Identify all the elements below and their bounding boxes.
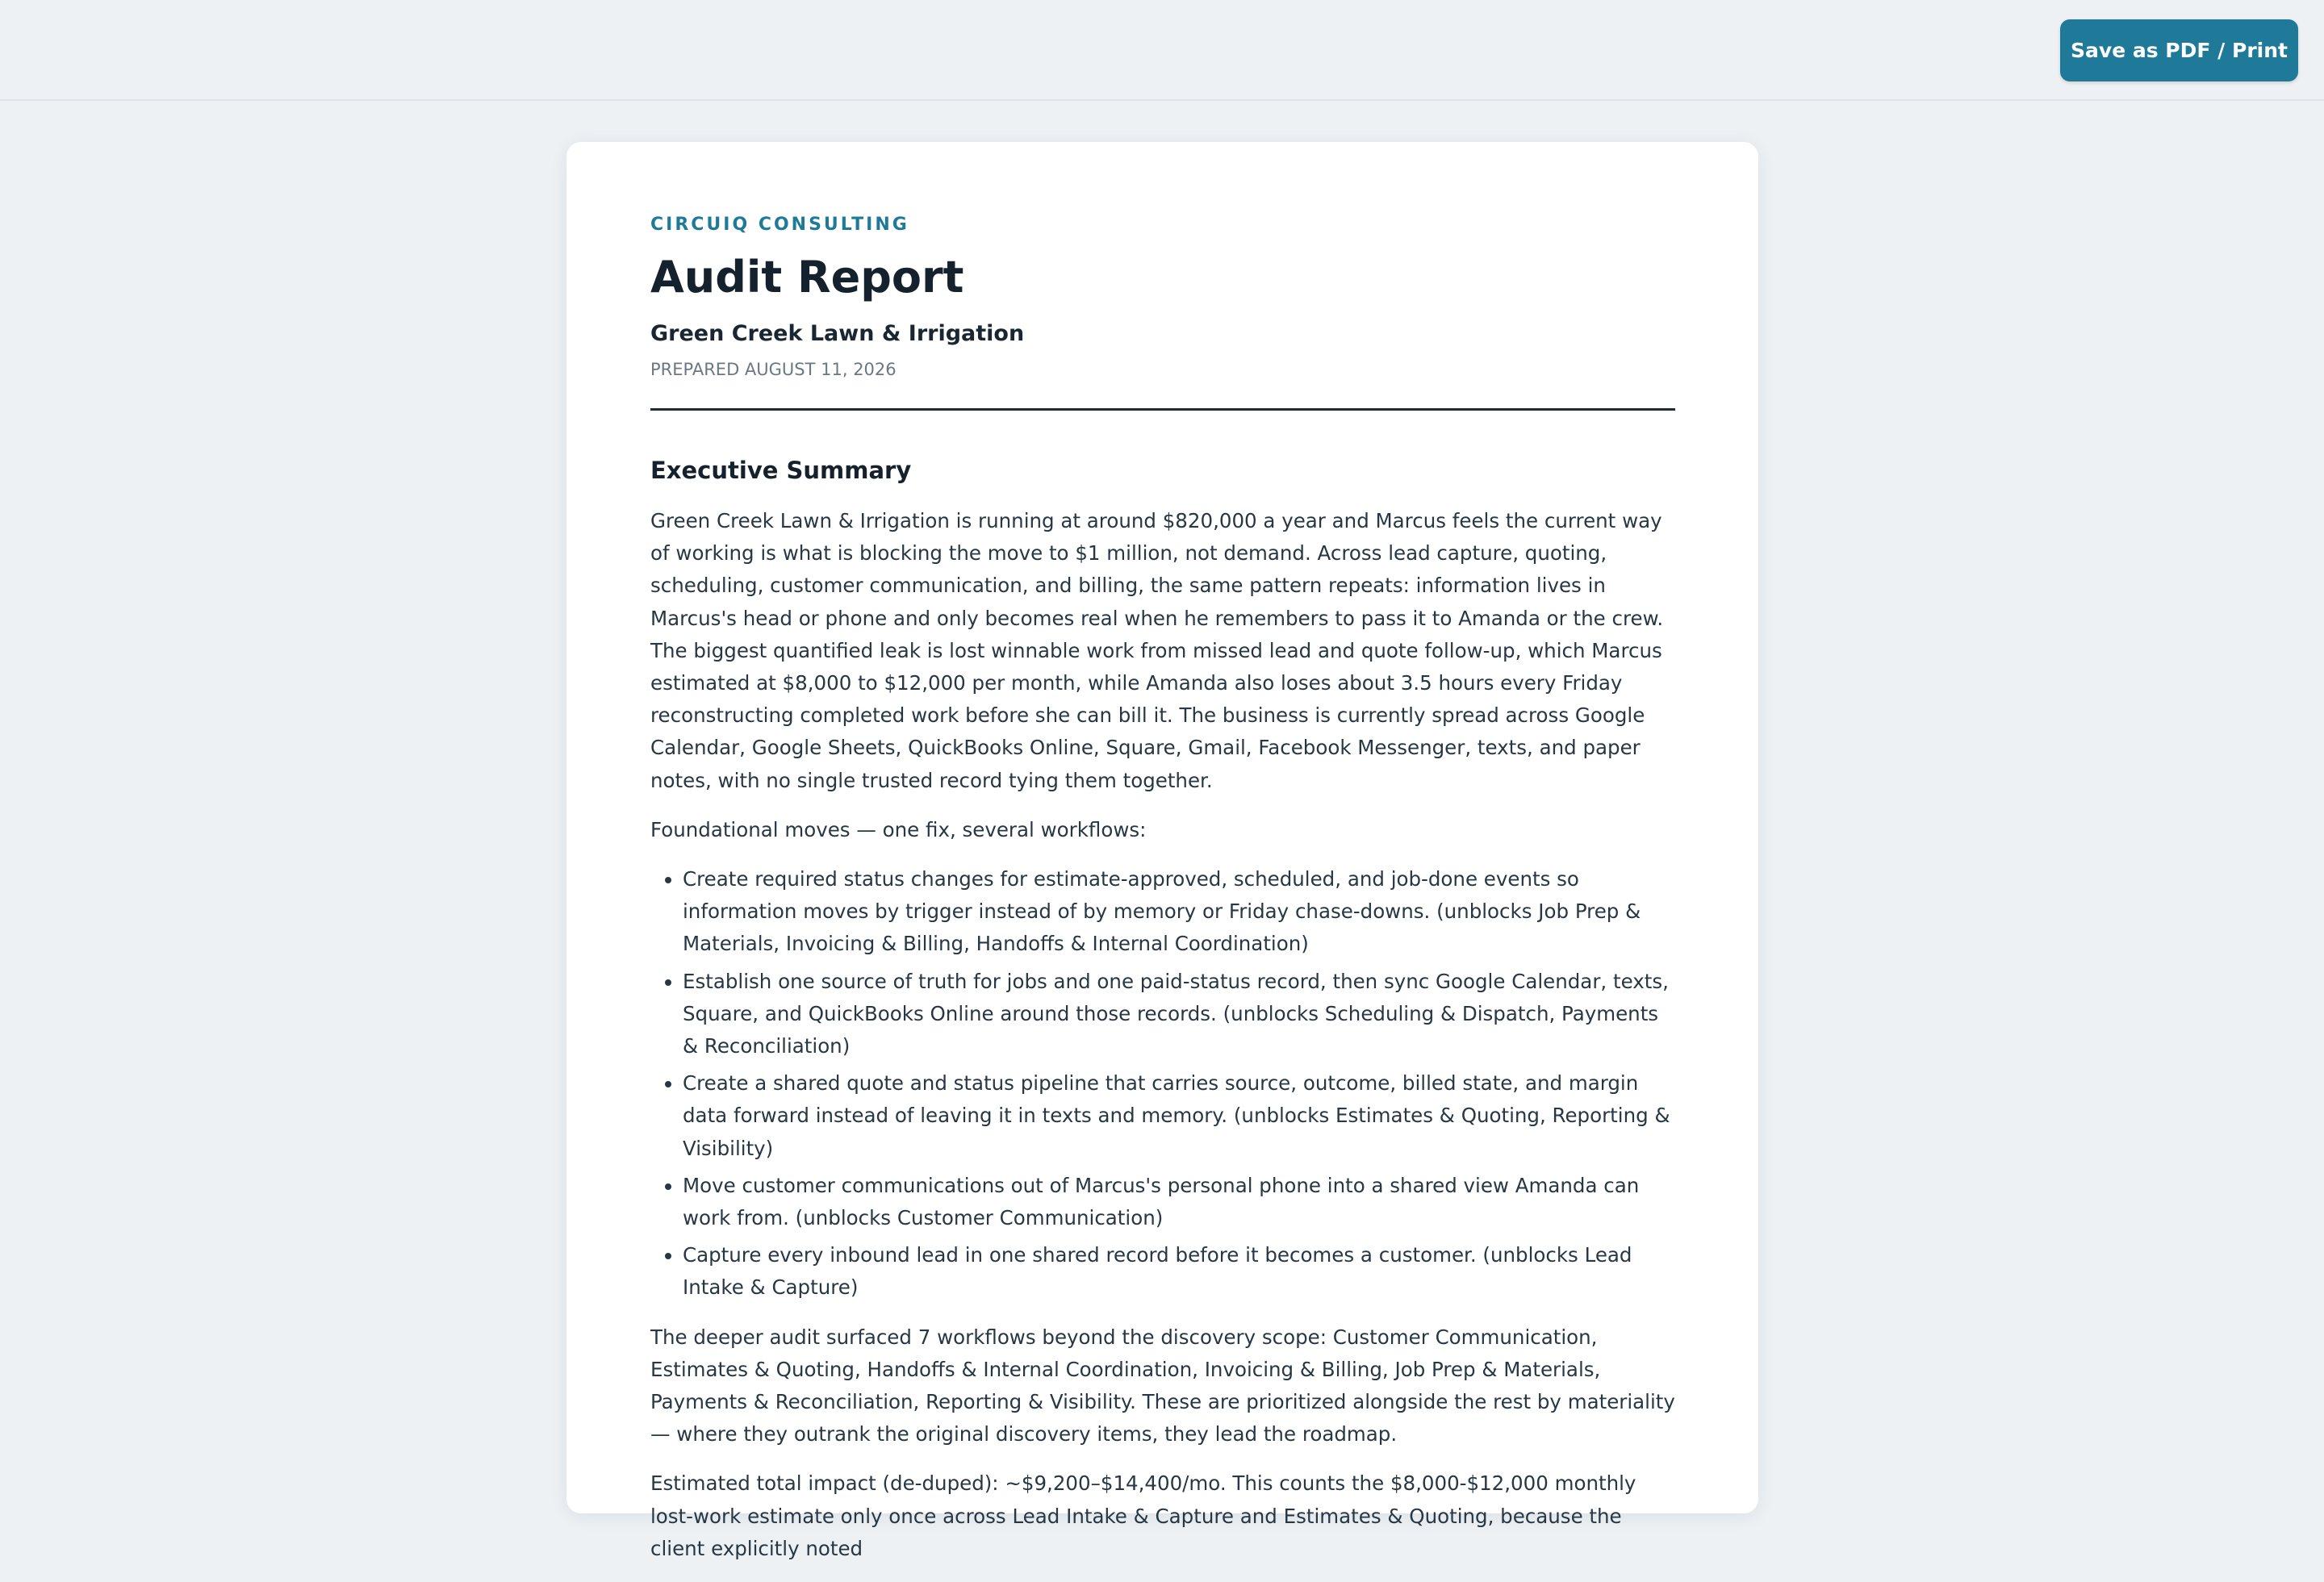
foundational-moves-label: Foundational moves — one fix, several workflows:	[650, 817, 1147, 841]
executive-summary-body	[650, 505, 1675, 1582]
top-toolbar	[0, 0, 2324, 101]
total-impact-paragraph: Estimated total impact (de-duped): ~$9,200–$14,400/mo. This counts the $8,000-$12,000 monthly lost-work estimate only once across Lead Intake & Capture and Estimates & Quoting, because the client explicitly noted	[650, 1471, 1636, 1560]
report-card	[566, 142, 1758, 1560]
client-name: Green Creek Lawn & Irrigation	[650, 321, 1025, 346]
list-item: • Establish one source of truth for jobs and one paid-status record, then sync Google Calendar, texts, Square, and QuickBooks Online around those records. (unblocks Scheduling & Dispatch, Payments & Reconciliation)	[683, 966, 1675, 1063]
report-title: Audit Report	[650, 252, 964, 303]
list-item: • Create a shared quote and status pipeline that carries source, outcome, billed state, and margin data forward instead of leaving it in texts and memory. (unblocks Estimates & Quoting, Reporting & Visibility)	[683, 1067, 1675, 1165]
list-item: • Capture every inbound lead in one shared record before it becomes a customer. (unblocks Lead Intake & Capture)	[683, 1239, 1675, 1304]
header-divider	[650, 408, 1675, 411]
summary-intro-paragraph: Green Creek Lawn & Irrigation is running at around $820,000 a year and Marcus feels the current way of working is what is blocking the move to $1 million, not demand. Across lead capture, quoting, scheduling, customer communication, and billing, the same pattern repeats: information lives in Marcus's head or phone and only becomes real when he remembers to pass it to Amanda or the crew. The biggest quantified leak is lost winnable work from missed lead and quote follow-up, which Marcus estimated at $8,000 to $12,000 per month, while Amanda also loses about 3.5 hours every Friday reconstructing completed work before she can bill it. The business is currently spread across Google Calendar, Google Sheets, QuickBooks Online, Square, Gmail, Facebook Messenger, texts, and paper notes, with no single trusted record tying them together.	[650, 509, 1664, 792]
prepared-date: PREPARED AUGUST 11, 2026	[650, 360, 897, 379]
executive-summary-heading: Executive Summary	[650, 457, 912, 484]
list-item: • Move customer communications out of Marcus's personal phone into a shared view Amanda can work from. (unblocks Customer Communication)	[683, 1170, 1675, 1234]
save-pdf-print-button[interactable]: Save as PDF / Print	[2060, 19, 2298, 81]
deeper-audit-paragraph: The deeper audit surfaced 7 workflows beyond the discovery scope: Customer Communication, Estimates & Quoting, Handoffs & Internal Coordination, Invoicing & Billing, Job Prep & Materials, Payments & Reconciliation, Reporting & Visibility. These are prioritized alongside the rest by materiality — where they outrank the original discovery items, they lead the roadmap.	[650, 1325, 1675, 1446]
list-item: • Create required status changes for estimate-approved, scheduled, and job-done events so information moves by trigger instead of by memory or Friday chase-downs. (unblocks Job Prep & Materials, Invoicing & Billing, Handoffs & Internal Coordination)	[683, 863, 1675, 961]
company-eyebrow: CIRCUIQ CONSULTING	[650, 215, 909, 235]
foundational-moves-list	[650, 863, 1675, 1304]
